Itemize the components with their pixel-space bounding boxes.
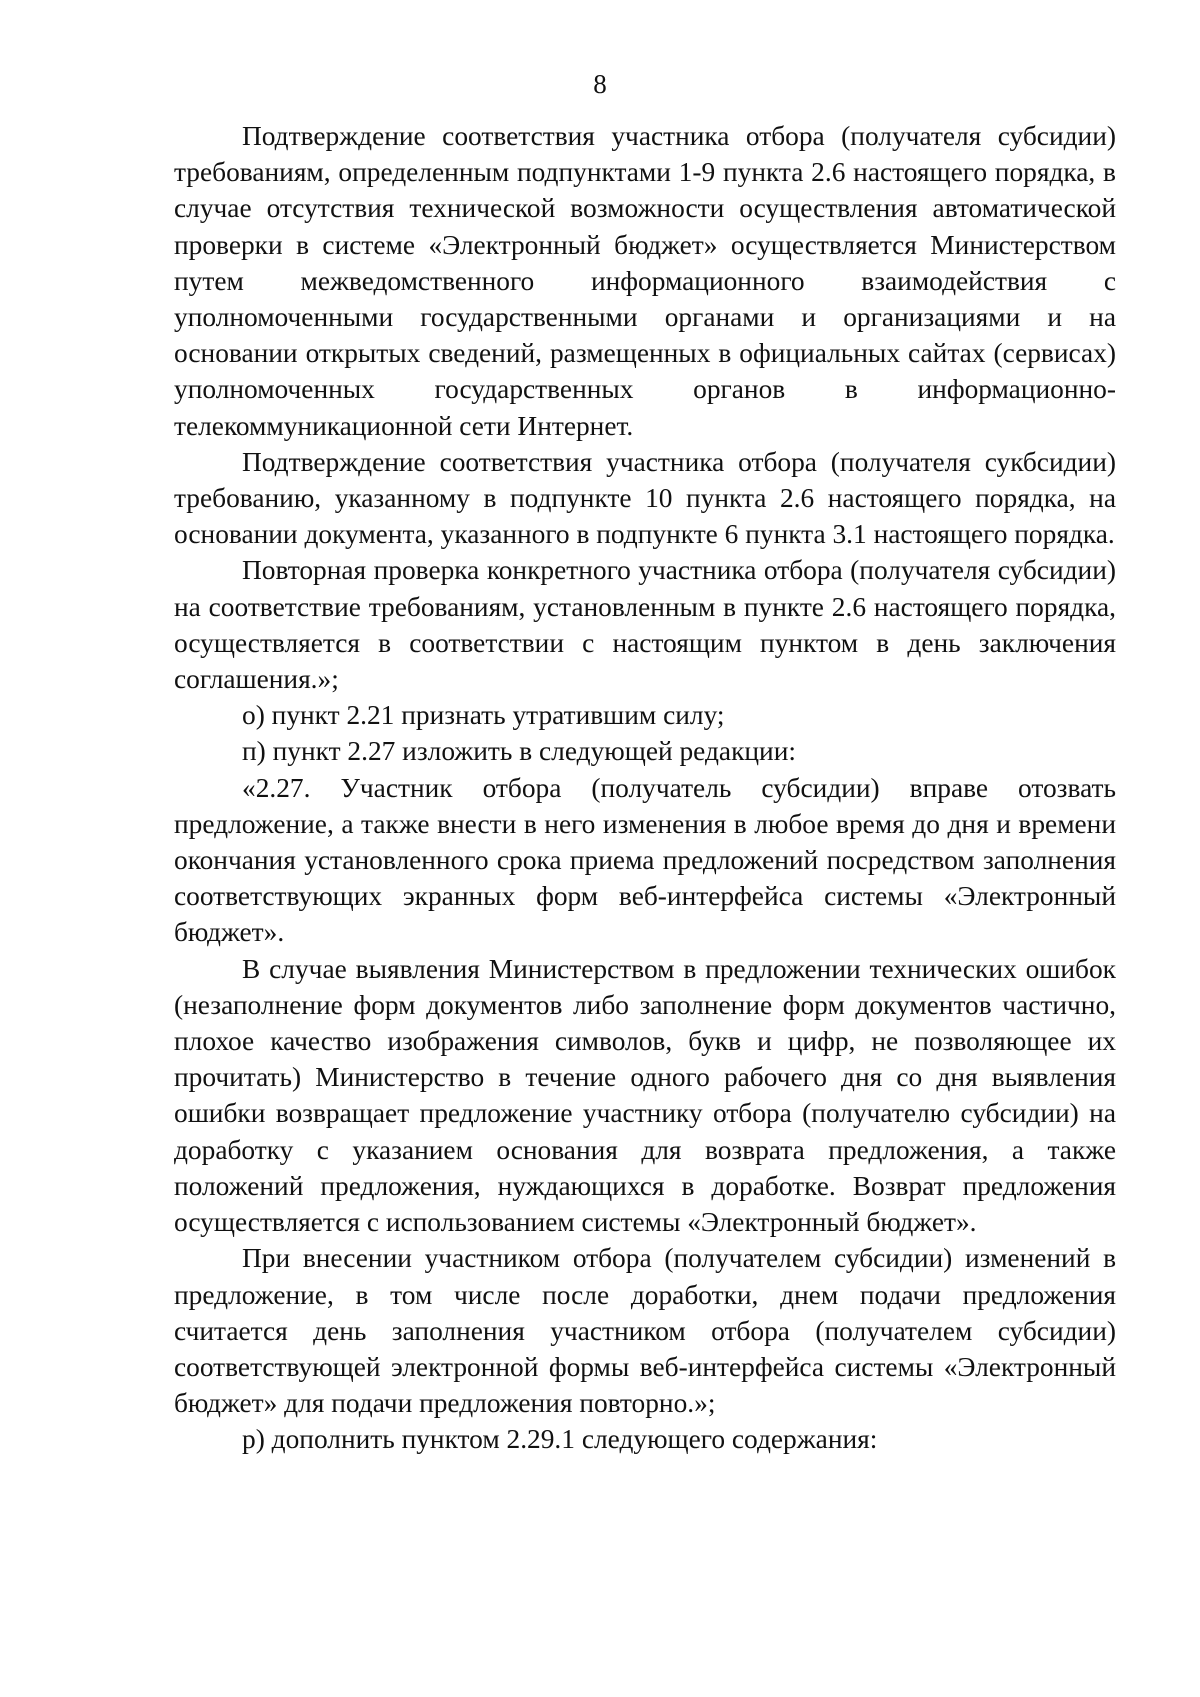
paragraph-changes-submission: При внесении участником отбора (получателем субсидии) изменений в предложение, в том числе после доработки, днем подачи предложения считается день заполнения участником отбора (получателем субсидии) соответствующей электронной формы веб-интерфейса системы «Электронный бюджет» для подачи предложения повторно.»; (174, 1243, 1116, 1419)
page-number: 8 (593, 69, 607, 99)
paragraph-item-p: п) пункт 2.27 изложить в следующей редакции: (242, 736, 796, 767)
paragraph-confirmation-document: Подтверждение соответствия участника отбора (получателя сукбсидии) требованию, указанному в подпункте 10 пункта 2.6 настоящего порядка, на основании документа, указанного в подпункте 6 пункта 3.1 настоящего порядка. (174, 446, 1116, 550)
paragraph-item-o: о) пункт 2.21 признать утратившим силу; (242, 700, 725, 731)
paragraph-confirmation-requirements: Подтверждение соответствия участника отбора (получателя субсидии) требованиям, определенным подпунктами 1-9 пункта 2.6 настоящего порядка, в случае отсутствия технической возможности осуществления автоматической проверки в системе «Электронный бюджет» осуществляется Министерством путем межведомственного информационного взаимодействия с уполномоченными государственными органами и организациями и на основании открытых сведений, размещенных в официальных сайтах (сервисах) уполномоченных государственных органов в информационно-телекоммуникационной сети Интернет. (174, 121, 1116, 441)
document-body (174, 118, 1116, 1458)
paragraph-repeat-check: Повторная проверка конкретного участника отбора (получателя субсидии) на соответствие требованиям, установленным в пункте 2.6 настоящего порядка, осуществляется в соответствии с настоящим пунктом в день заключения соглашения.»; (174, 555, 1116, 695)
paragraph-clause-2-27: «2.27. Участник отбора (получатель субсидии) вправе отозвать предложение, а также внести в него изменения в любое время до дня и времени окончания установленного срока приема предложений посредством заполнения соответствующих экранных форм веб-интерфейса системы «Электронный бюджет». (174, 772, 1116, 948)
paragraph-technical-errors: В случае выявления Министерством в предложении технических ошибок (незаполнение форм документов либо заполнение форм документов частично, плохое качество изображения символов, букв и цифр, не позволяющее их прочитать) Министерство в течение одного рабочего дня со дня выявления ошибки возвращает предложение участнику отбора (получателю субсидии) на доработку с указанием основания для возврата предложения, а также положений предложения, нуждающихся в доработке. Возврат предложения осуществляется с использованием системы «Электронный бюджет». (174, 953, 1116, 1238)
paragraph-item-r: р) дополнить пунктом 2.29.1 следующего содержания: (242, 1424, 878, 1455)
